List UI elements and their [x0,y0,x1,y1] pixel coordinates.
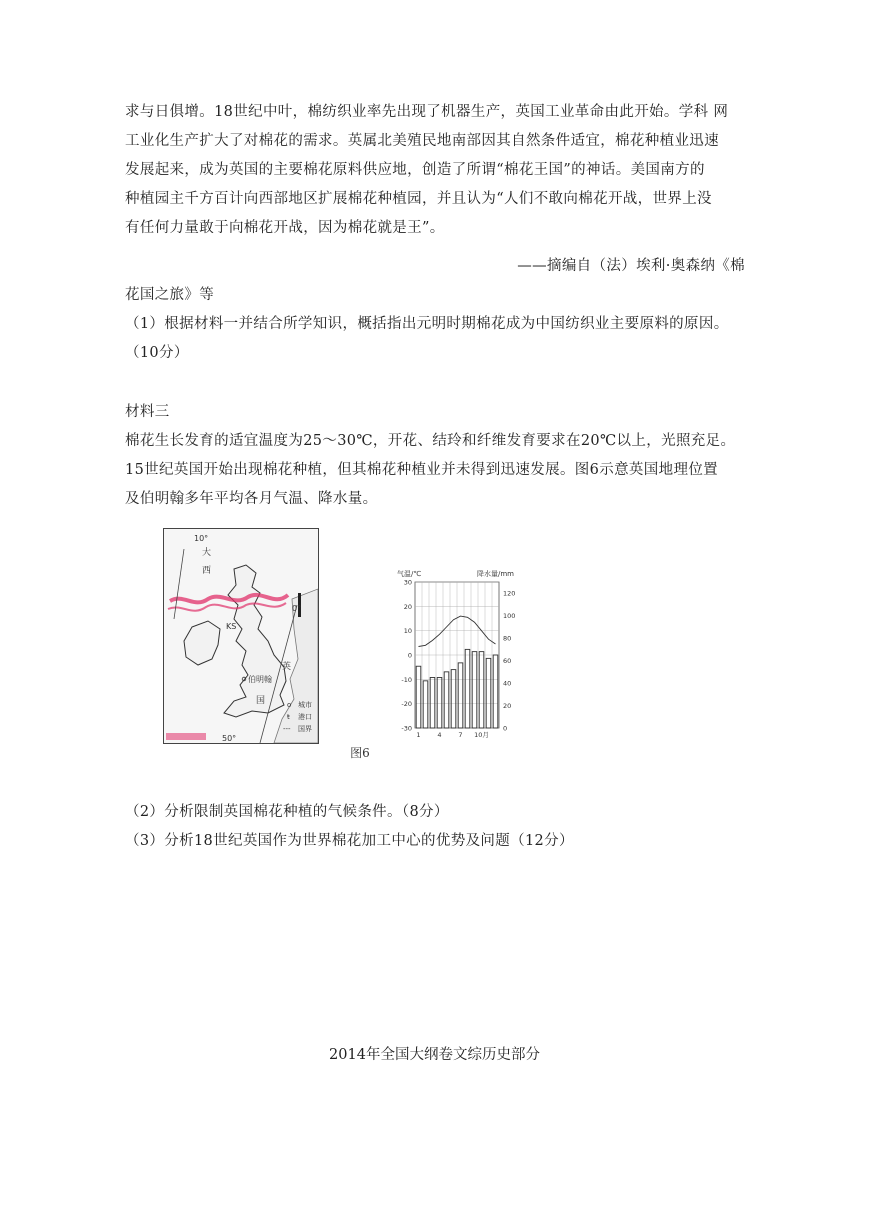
precip-bar [458,663,463,728]
question-2: （2）分析限制英国棉花种植的气候条件。（8分） [125,804,449,820]
material-3-line: 及伯明翰多年平均各月气温、降水量。 [125,491,378,507]
country-label-1: 英 [282,662,292,672]
precip-bar [465,649,470,728]
legend-symbol: --- [283,725,291,733]
precip-tick-label: 120 [503,589,516,598]
precip-bar [472,652,477,728]
temp-tick-label: -30 [401,724,412,733]
precip-tick-label: 60 [503,657,512,666]
precip-bar [437,677,442,728]
figure-caption: 图6 [350,746,370,760]
sea-label: 大 [202,548,212,558]
precip-bar [493,655,498,728]
footer-title: 2014年全国大纲卷文综历史部分 [329,1047,540,1063]
right-axis-label: 降水量/mm [477,570,514,578]
precip-bar [423,681,428,728]
month-tick-label: 1 [416,731,421,739]
map-svg [164,529,318,743]
precip-tick-label: 80 [503,634,512,643]
figure-6 [163,528,557,768]
paragraph-line: 有任何力量敢于向棉花开战，因为棉花就是王”。 [125,220,445,236]
paragraph-line: 工业化生产扩大了对棉花的需求。英属北美殖民地南部因其自然条件适宜，棉花种植业迅速 [125,133,719,149]
lon-label: 10° [194,534,209,543]
precip-bar [479,652,484,728]
temp-tick-label: -20 [401,700,412,709]
material-3-line: 15世纪英国开始出现棉花种植，但其棉花种植业并未得到迅速发展。图6示意英国地理位置 [125,462,719,478]
precip-bar [451,670,456,728]
temp-tick-label: 20 [403,602,412,611]
citation-continued: 花国之旅》等 [125,287,215,303]
meridian-label: 0° [292,604,302,613]
month-tick-label: 4 [437,731,442,739]
month-tick-label: 7 [458,731,463,739]
city-label: 伯明翰 [248,675,272,684]
precip-tick-label: 100 [503,612,516,621]
precip-bar [430,677,435,728]
legend-label: 港口 [298,713,312,721]
citation: ——摘编自（法）埃利·奥森纳《棉 [517,258,745,274]
precip-bar [444,672,449,728]
legend-symbol: ŧ [287,713,290,721]
climate-chart [393,568,533,742]
material-3-line: 棉花生长发育的适宜温度为25～30℃，开花、结玲和纤维发育要求在20℃以上，光照充足。 [125,433,736,449]
precip-tick-label: 40 [503,679,512,688]
legend-label: 国界 [298,725,312,733]
temp-tick-label: 0 [407,651,412,660]
question-3: （3）分析18世纪英国作为世界棉花加工中心的优势及问题（12分） [125,833,574,849]
legend-label: 城市 [298,701,312,709]
precip-bar [416,666,421,728]
paragraph-line: 种植园主千方百计向西部地区扩展棉花种植园，并且认为“人们不敢向棉花开战，世界上没 [125,191,712,207]
precip-tick-label: 0 [503,724,508,733]
material-3-title: 材料三 [125,404,170,420]
sea-label-2: 西 [202,566,212,576]
temp-tick-label: -10 [401,675,412,684]
lat-label: 50° [222,734,237,743]
port-label: KS [226,622,237,631]
question-1: （1）根据材料一并结合所学知识，概括指出元明时期棉花成为中国纺织业主要原料的原因。 [125,316,729,332]
uk-location-map [163,528,319,744]
left-axis-label: 气温/℃ [397,570,422,578]
month-tick-label: 10月 [474,731,489,739]
temp-tick-label: 10 [403,627,412,636]
paragraph-line: 发展起来，成为英国的主要棉花原料供应地，创造了所谓“棉花王国”的神话。美国南方的 [125,162,705,178]
precip-tick-label: 20 [503,702,512,711]
paragraph-line: 求与日俱增。18世纪中叶，棉纺织业率先出现了机器生产，英国工业革命由此开始。学科 网 [125,104,729,120]
question-1-score: （10分） [125,345,189,361]
temp-tick-label: 30 [403,578,412,587]
country-label-2: 国 [256,696,266,706]
precip-bar [486,658,491,728]
climate-chart-svg [393,568,533,742]
legend-symbol: o [287,701,292,709]
